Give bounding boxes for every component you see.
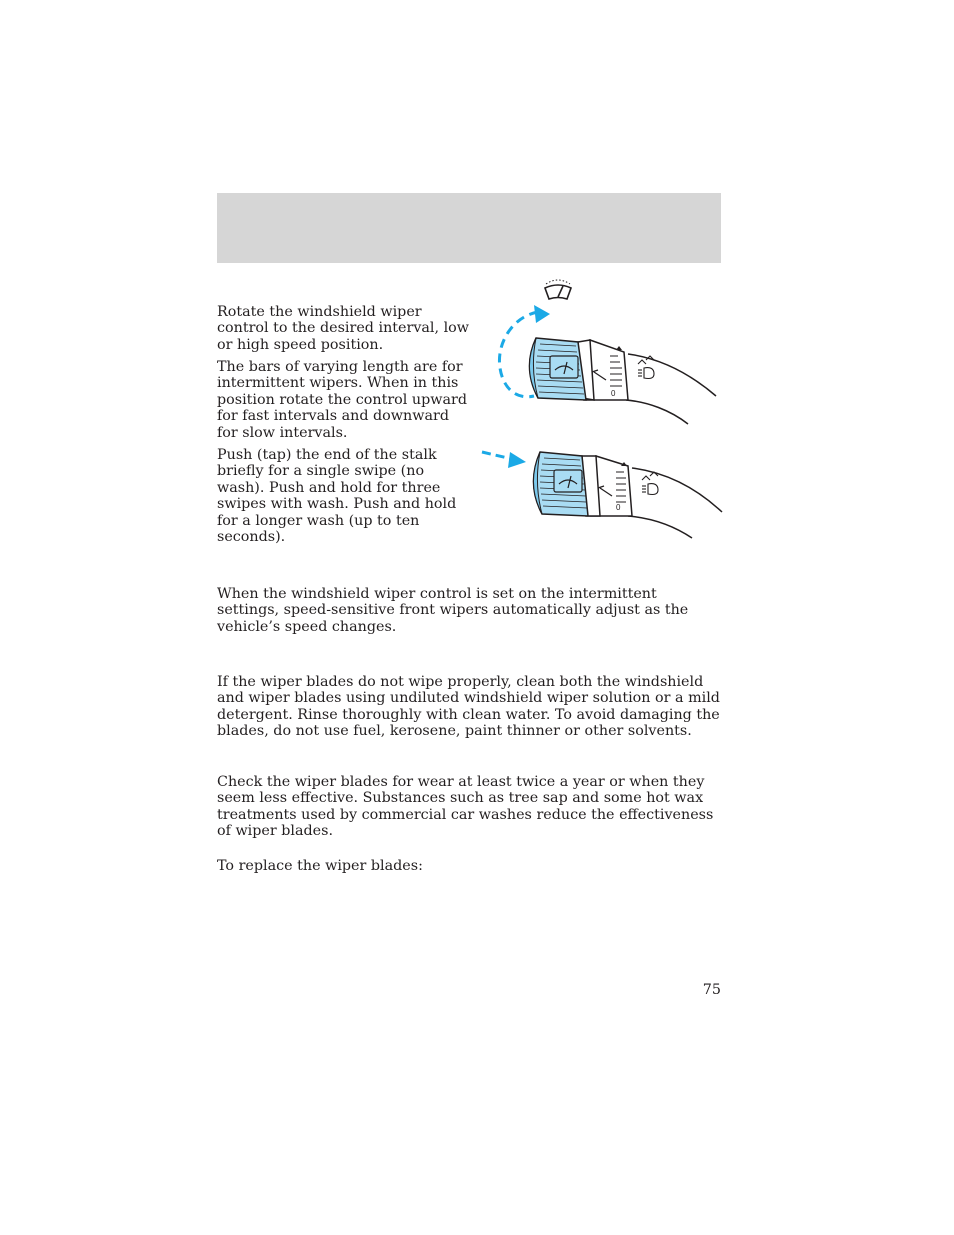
wiper-stalk-illustration [478, 272, 724, 544]
stalk-off-marking: 0 [616, 503, 621, 512]
wiper-stalk-top [529, 338, 716, 424]
paragraph-speed-sensitive: When the windshield wiper control is set on the intermittent settings, speed-sensitive front wipers automatically adjust as the vehicle’s speed changes. [217, 586, 689, 635]
paragraph-intermittent-bars: The bars of varying length are for intermittent wipers. When in this position rotate the control upward for fast intervals and downward for slow intervals. [217, 359, 468, 441]
page-number: 75 [702, 982, 721, 998]
section-header-band [217, 193, 721, 263]
paragraph-clean-blades: If the wiper blades do not wipe properly, clean both the windshield and wiper blades using undiluted windshield wiper solution or a mild detergent. Rinse thoroughly with clean water. To avoid damaging the blades, do not use fuel, kerosene, paint thinner or other solvents. [217, 674, 720, 740]
paragraph-push-tap: Push (tap) the end of the stalk briefly for a single swipe (no wash). Push and hold for three swipes with wash. Push and hold for a longer wash (up to ten seconds). [217, 447, 457, 546]
windshield-wiper-icon [545, 280, 571, 299]
wiper-stalk-bottom [533, 452, 722, 538]
headlamp-flash-icon [642, 472, 658, 495]
push-arrow [482, 452, 526, 468]
paragraph-check-blades: Check the wiper blades for wear at least twice a year or when they seem less effective. Substances such as tree sap and some hot wax treatments used by commercial car washes reduce the effectiveness of wiper blades. [217, 774, 714, 840]
paragraph-replace-intro: To replace the wiper blades: [217, 858, 423, 874]
paragraph-rotate-control: Rotate the windshield wiper control to the desired interval, low or high speed position. [217, 304, 469, 353]
stalk-off-marking: 0 [611, 389, 616, 398]
